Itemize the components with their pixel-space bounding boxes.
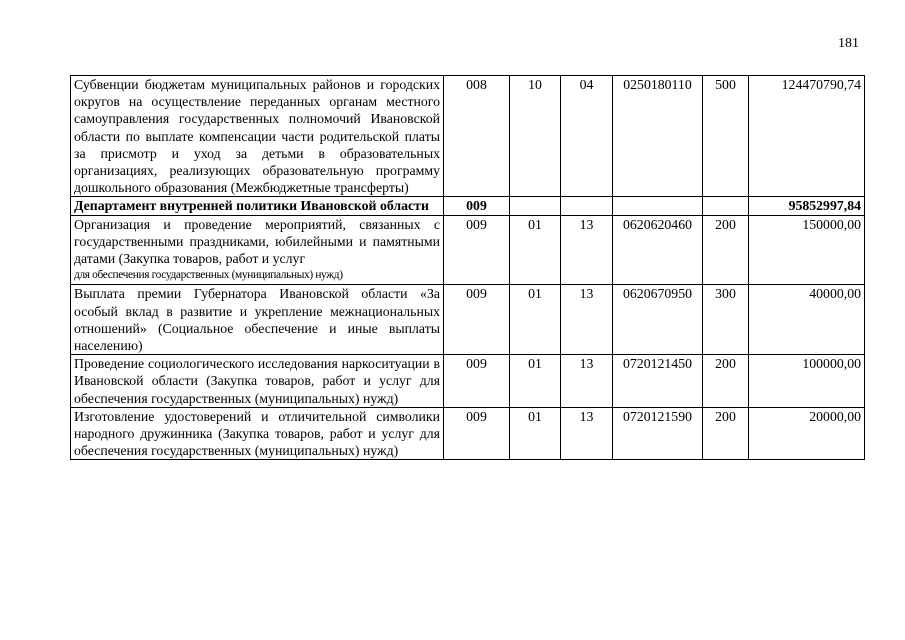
budget-table bbox=[70, 75, 865, 460]
section-code: 01 bbox=[510, 407, 561, 460]
subsection-code: 13 bbox=[561, 215, 613, 285]
amount: 100000,00 bbox=[749, 355, 865, 408]
target-article-code: 0620670950 bbox=[613, 285, 703, 355]
subsection-code bbox=[561, 197, 613, 215]
expense-type-code: 200 bbox=[703, 215, 749, 285]
expense-type-code bbox=[703, 197, 749, 215]
row-name: Проведение социологического исследования наркоситуации в Ивановской области (Закупка товаров, работ и услуг для обеспечения государственных (муниципальных) нужд) bbox=[71, 355, 444, 408]
row-name-part-condensed: для обеспечения государственных (муниципальных) нужд) bbox=[74, 269, 343, 282]
row-name-part: Организация и проведение мероприятий, связанных с государственными праздниками, юбилейными и памятными датами (Закупка товаров, работ и услуг bbox=[74, 216, 440, 267]
section-code: 10 bbox=[510, 76, 561, 197]
subsection-code: 13 bbox=[561, 285, 613, 355]
row-name: Выплата премии Губернатора Ивановской области «За особый вклад в развитие и укрепление межнациональных отношений» (Социальное обеспечение и иные выплаты населению) bbox=[71, 285, 444, 355]
ministry-code: 009 bbox=[444, 355, 510, 408]
expense-type-code: 200 bbox=[703, 355, 749, 408]
table-row bbox=[71, 215, 865, 285]
amount: 95852997,84 bbox=[749, 197, 865, 215]
table-row-department bbox=[71, 197, 865, 215]
ministry-code: 009 bbox=[444, 215, 510, 285]
table-row bbox=[71, 407, 865, 460]
subsection-code: 04 bbox=[561, 76, 613, 197]
ministry-code: 008 bbox=[444, 76, 510, 197]
table-row bbox=[71, 285, 865, 355]
target-article-code bbox=[613, 197, 703, 215]
table-row bbox=[71, 76, 865, 197]
section-code: 01 bbox=[510, 215, 561, 285]
row-name: Субвенции бюджетам муниципальных районов и городских округов на осуществление переданных органам местного самоуправления государственных полномочий Ивановской области по выплате компенсации части родительской платы за присмотр и уход за детьми в образовательных организациях, реализующих образовательную программу дошкольного образования (Межбюджетные трансферты) bbox=[71, 76, 444, 197]
section-code: 01 bbox=[510, 285, 561, 355]
section-code bbox=[510, 197, 561, 215]
subsection-code: 13 bbox=[561, 407, 613, 460]
target-article-code: 0620620460 bbox=[613, 215, 703, 285]
ministry-code: 009 bbox=[444, 197, 510, 215]
page-number: 181 bbox=[838, 36, 859, 51]
expense-type-code: 200 bbox=[703, 407, 749, 460]
target-article-code: 0720121590 bbox=[613, 407, 703, 460]
amount: 150000,00 bbox=[749, 215, 865, 285]
target-article-code: 0720121450 bbox=[613, 355, 703, 408]
row-name bbox=[71, 215, 444, 285]
target-article-code: 0250180110 bbox=[613, 76, 703, 197]
expense-type-code: 300 bbox=[703, 285, 749, 355]
table-row bbox=[71, 355, 865, 408]
row-name: Изготовление удостоверений и отличительной символики народного дружинника (Закупка товаров, работ и услуг для обеспечения государственных (муниципальных) нужд) bbox=[71, 407, 444, 460]
amount: 20000,00 bbox=[749, 407, 865, 460]
amount: 124470790,74 bbox=[749, 76, 865, 197]
section-code: 01 bbox=[510, 355, 561, 408]
ministry-code: 009 bbox=[444, 285, 510, 355]
ministry-code: 009 bbox=[444, 407, 510, 460]
row-name: Департамент внутренней политики Ивановской области bbox=[71, 197, 444, 215]
subsection-code: 13 bbox=[561, 355, 613, 408]
amount: 40000,00 bbox=[749, 285, 865, 355]
expense-type-code: 500 bbox=[703, 76, 749, 197]
